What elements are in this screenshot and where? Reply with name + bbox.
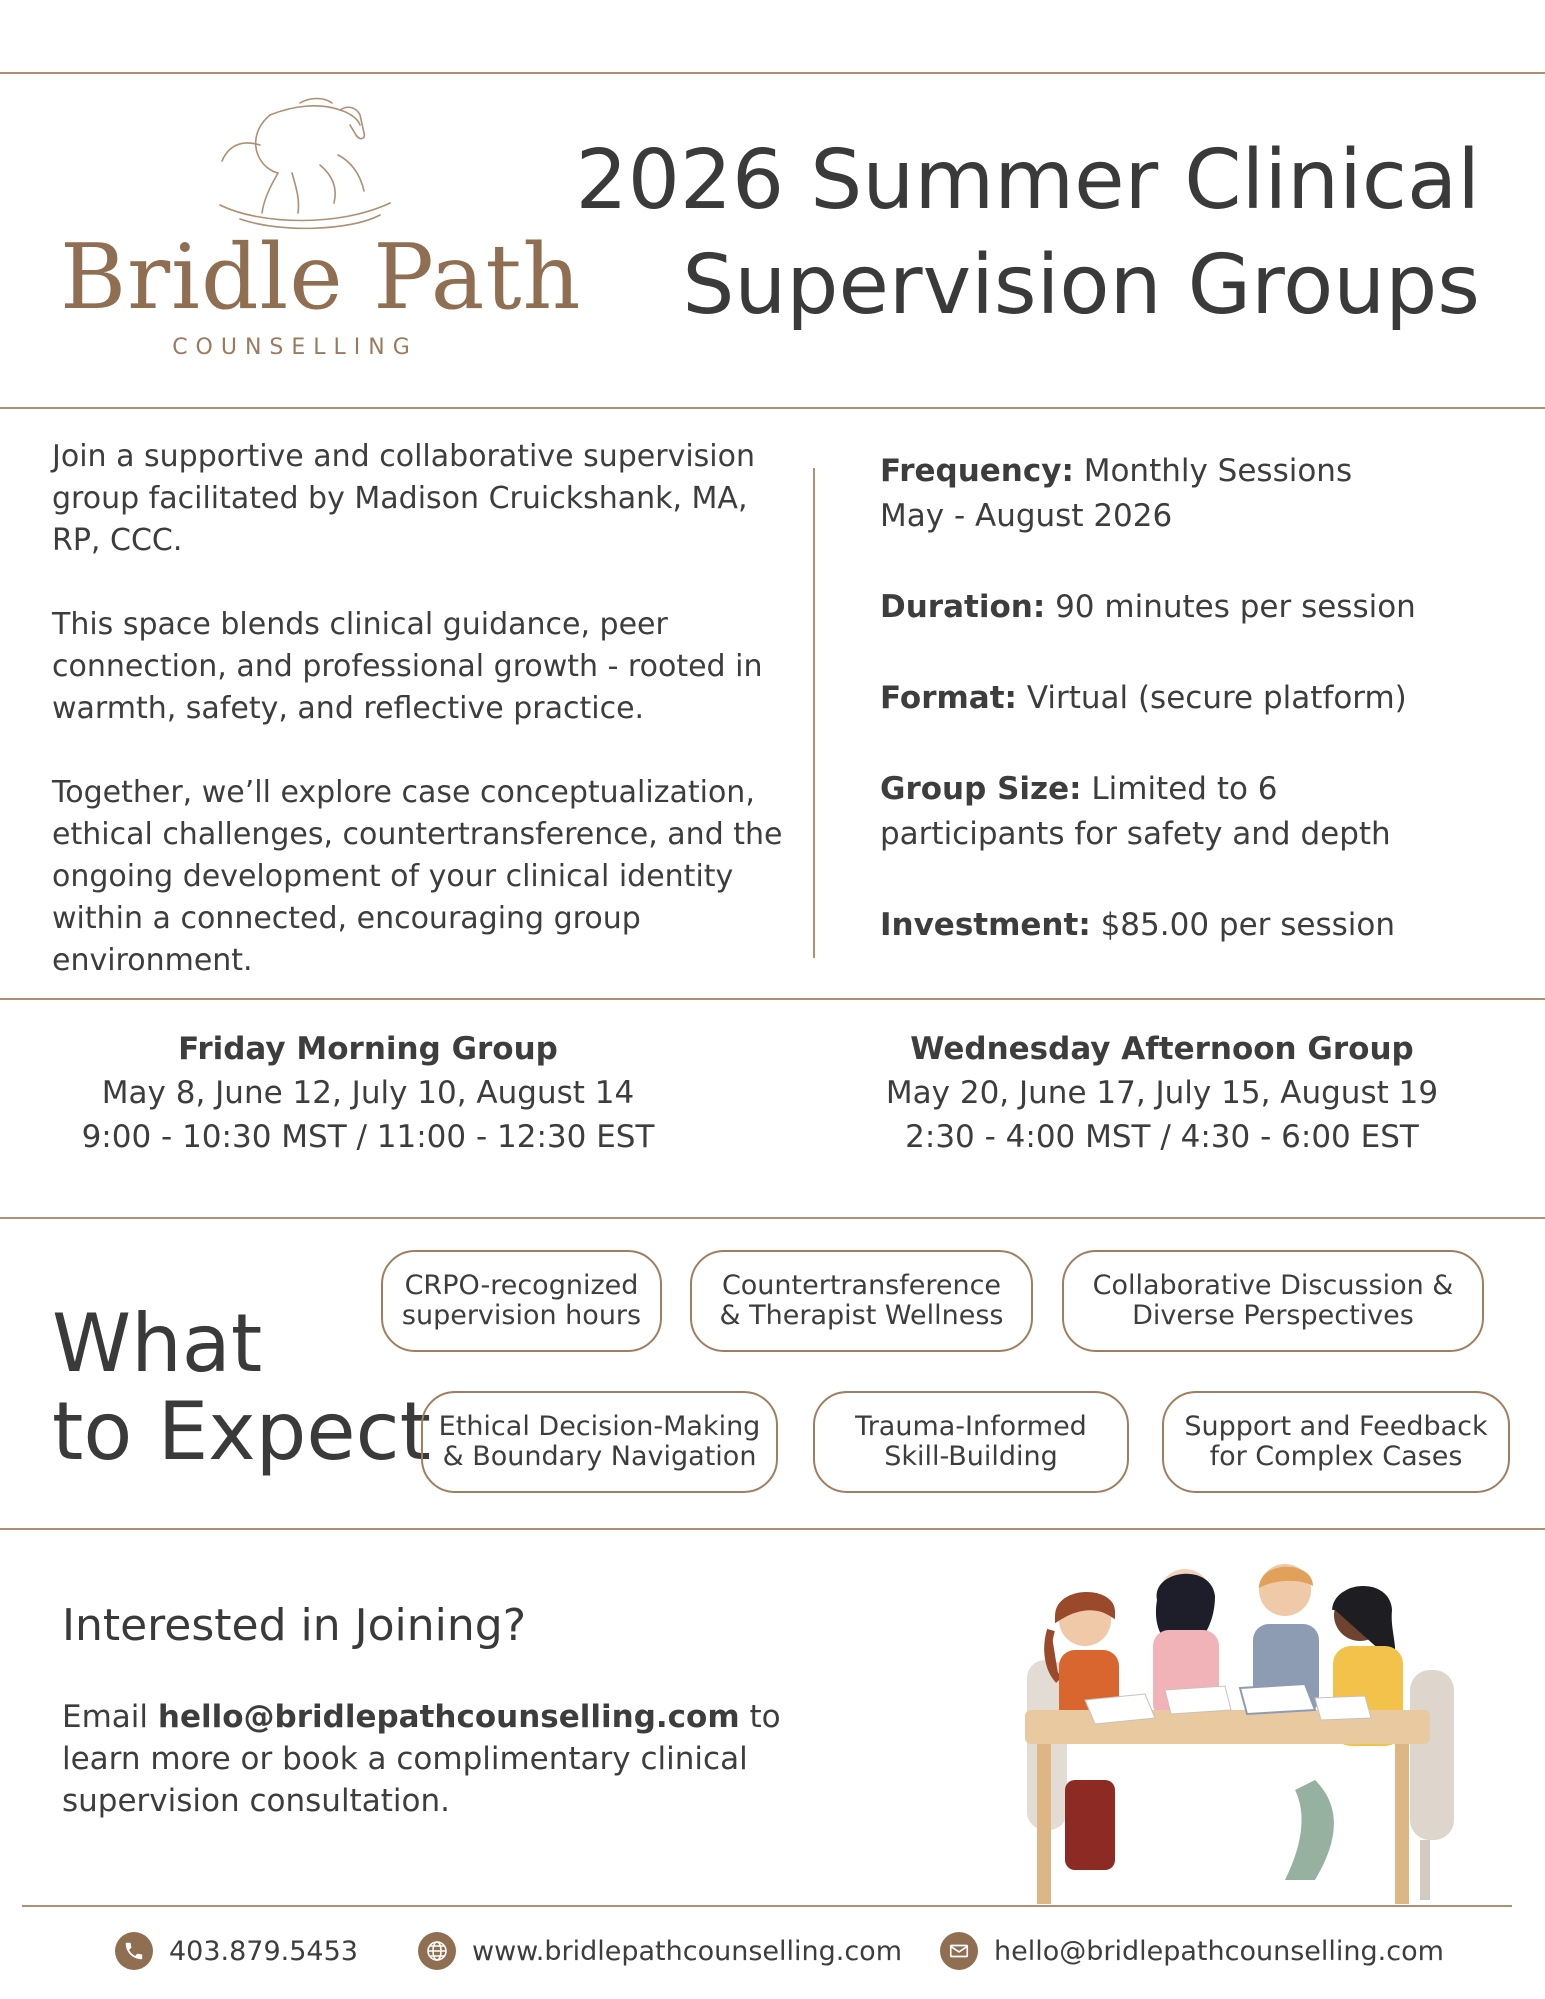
mail-icon: [940, 1932, 978, 1970]
footer-divider: [22, 1905, 1512, 1907]
pill-line: CRPO-recognized: [404, 1270, 639, 1301]
duration-label: Duration:: [880, 589, 1046, 625]
join-email-link[interactable]: hello@bridlepathcounselling.com: [157, 1699, 740, 1735]
footer-phone-text: 403.879.5453: [169, 1935, 358, 1967]
pill-line: & Boundary Navigation: [442, 1441, 757, 1472]
globe-icon: [418, 1932, 456, 1970]
pill-line: for Complex Cases: [1209, 1441, 1463, 1472]
detail-format: [880, 676, 1500, 721]
chair: [1410, 1670, 1454, 1840]
investment-label: Investment:: [880, 907, 1091, 943]
horse-icon: [200, 95, 400, 235]
pill-line: Countertransference: [721, 1270, 1002, 1301]
pill-line: supervision hours: [401, 1300, 642, 1331]
table-leg: [1037, 1744, 1051, 1904]
paper: [1165, 1686, 1231, 1714]
format-label: Format:: [880, 680, 1017, 716]
format-value: Virtual (secure platform): [1026, 680, 1407, 716]
expect-title-line-1: What: [52, 1297, 263, 1390]
page-title: [576, 128, 1480, 338]
person-legs: [1285, 1780, 1334, 1880]
frequency-range: May - August 2026: [880, 498, 1173, 534]
pill-collaborative-discussion: [1062, 1250, 1484, 1352]
expect-title: [52, 1297, 431, 1478]
join-text-post: to learn more or book a complimentary clinical supervision consultation.: [62, 1699, 781, 1819]
group-wednesday: [842, 1027, 1482, 1159]
intro-divider: [0, 998, 1545, 1000]
chair-leg: [1420, 1840, 1430, 1900]
footer-website-text: www.bridlepathcounselling.com: [472, 1935, 902, 1967]
detail-frequency: [880, 449, 1500, 539]
pill-ethical-decision: [421, 1391, 778, 1493]
detail-group-size: [880, 767, 1500, 857]
size-label: Group Size:: [880, 771, 1082, 807]
schedule-divider: [0, 1217, 1545, 1219]
footer-email-text: hello@bridlepathcounselling.com: [994, 1935, 1444, 1967]
person-legs: [1065, 1780, 1115, 1870]
footer-phone[interactable]: [115, 1932, 358, 1970]
group-meeting-illustration: [1015, 1550, 1485, 1920]
program-details: [880, 449, 1500, 994]
intro-paragraph-3: Together, we’ll explore case conceptualization, ethical challenges, countertransference, and the ongoing development of your clinical identity within a connected, encouraging group environment.: [52, 775, 783, 978]
footer-website[interactable]: [418, 1932, 902, 1970]
pill-line: Skill-Building: [884, 1441, 1058, 1472]
frequency-label: Frequency:: [880, 453, 1074, 489]
intro-paragraph-1: Join a supportive and collaborative supervision group facilitated by Madison Cruickshank, MA, RP, CCC.: [52, 439, 756, 558]
pill-line: Diverse Perspectives: [1132, 1300, 1414, 1331]
logo-subtitle: COUNSELLING: [172, 335, 418, 360]
group-dates: May 8, June 12, July 10, August 14: [101, 1075, 635, 1111]
pill-crpo-hours: [381, 1250, 662, 1352]
book: [1240, 1684, 1315, 1714]
pill-support-feedback: [1162, 1391, 1510, 1493]
pill-countertransference: [690, 1250, 1033, 1352]
group-title: Wednesday Afternoon Group: [910, 1031, 1414, 1067]
group-times: 2:30 - 4:00 MST / 4:30 - 6:00 EST: [905, 1119, 1419, 1155]
intro-paragraph-2: This space blends clinical guidance, peer connection, and professional growth - rooted in warmth, safety, and reflective practice.: [52, 607, 763, 726]
expect-divider: [0, 1528, 1545, 1530]
detail-investment: [880, 903, 1500, 948]
size-value: Limited to 6: [1091, 771, 1278, 807]
footer-email[interactable]: [940, 1932, 1444, 1970]
size-value-2: participants for safety and depth: [880, 816, 1391, 852]
pill-line: Support and Feedback: [1184, 1411, 1488, 1442]
pill-trauma-informed: [813, 1391, 1129, 1493]
paper: [1085, 1694, 1155, 1724]
group-times: 9:00 - 10:30 MST / 11:00 - 12:30 EST: [81, 1119, 655, 1155]
title-line-1: 2026 Summer Clinical: [575, 133, 1480, 228]
column-divider: [813, 468, 815, 958]
phone-icon: [115, 1932, 153, 1970]
pill-line: & Therapist Wellness: [719, 1300, 1004, 1331]
join-title: Interested in Joining?: [62, 1600, 527, 1651]
paper: [1315, 1696, 1371, 1720]
logo: [60, 95, 582, 375]
join-text-pre: Email: [62, 1699, 158, 1735]
group-friday: [48, 1027, 688, 1159]
header-divider: [0, 407, 1545, 409]
join-text: [62, 1696, 802, 1822]
pill-line: Trauma-Informed: [855, 1411, 1087, 1442]
investment-value: $85.00 per session: [1100, 907, 1396, 943]
pill-line: Ethical Decision-Making: [438, 1411, 761, 1442]
frequency-value: Monthly Sessions: [1083, 453, 1353, 489]
table-leg: [1395, 1744, 1409, 1904]
group-dates: May 20, June 17, July 15, August 19: [885, 1075, 1439, 1111]
top-divider: [0, 72, 1545, 74]
title-line-2: Supervision Groups: [682, 238, 1480, 333]
intro-text: [52, 436, 792, 1024]
pill-line: Collaborative Discussion &: [1092, 1270, 1454, 1301]
detail-duration: [880, 585, 1500, 630]
duration-value: 90 minutes per session: [1055, 589, 1416, 625]
group-title: Friday Morning Group: [178, 1031, 558, 1067]
expect-title-line-2: to Expect: [52, 1385, 431, 1478]
logo-name: Bridle Path: [60, 225, 582, 330]
